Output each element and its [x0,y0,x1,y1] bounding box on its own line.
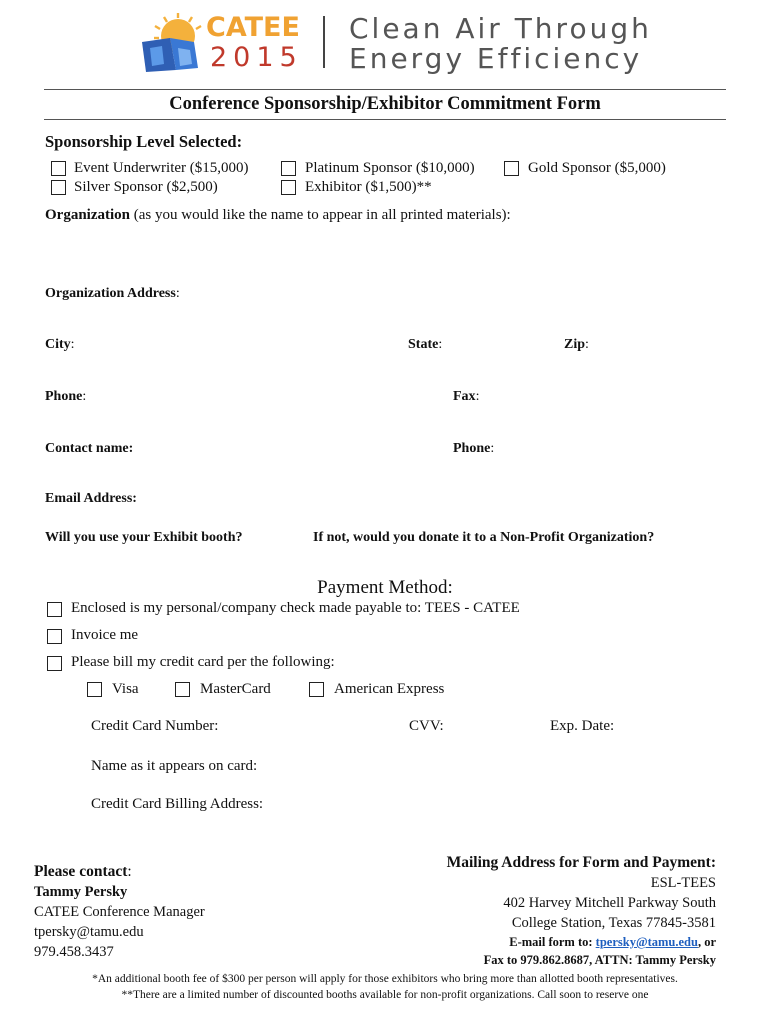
label-credit-card: Please bill my credit card per the following: [71,654,335,670]
label-invoice-me: Invoice me [71,627,139,643]
cvv-field[interactable]: CVV: [409,718,444,734]
checkbox-silver-sponsor[interactable] [51,180,66,195]
mailing-email-line [447,933,716,951]
checkbox-mastercard[interactable] [175,682,190,697]
billing-address-field[interactable]: Credit Card Billing Address: [91,796,264,812]
phone-field[interactable]: Phone: [45,389,87,404]
city-field[interactable]: City: [45,337,75,352]
checkbox-check-payment[interactable] [47,602,62,617]
form-title: Conference Sponsorship/Exhibitor Commitment Form [169,94,601,114]
label-check-payment: Enclosed is my personal/company check made payable to: TEES - CATEE [71,600,520,616]
contact-block [34,862,205,962]
mailing-email-suffix: , or [697,935,716,949]
fax-field[interactable]: Fax: [453,389,480,404]
catee-logo [136,12,311,74]
label-visa: Visa [112,681,139,697]
logo-word: CATEE [206,12,300,43]
checkbox-credit-card[interactable] [47,656,62,671]
contact-name: Tammy Persky [34,884,128,900]
state-label: State [408,337,439,352]
contact-phone-label: Phone [453,441,491,456]
contact-name-label: Contact name: [45,441,134,456]
label-event-underwriter: Event Underwriter ($15,000) [74,160,249,176]
city-label: City [45,337,71,352]
mailing-email-prefix: E-mail form to: [509,935,596,949]
mailing-line1: ESL-TEES [650,875,716,891]
checkbox-visa[interactable] [87,682,102,697]
zip-label: Zip [564,337,586,352]
mailing-email-link[interactable]: tpersky@tamu.edu [595,935,698,949]
mailing-line2: 402 Harvey Mitchell Parkway South [503,895,716,911]
logo-graphic [136,12,216,74]
footnote-2: **There are a limited number of discounted booths available for non-profit organizations. Call soon to reserve one [121,989,649,1001]
label-exhibitor: Exhibitor ($1,500)** [305,179,432,195]
payment-heading: Payment Method: [317,577,453,598]
organization-field[interactable] [45,207,511,224]
title-rule-bottom [44,119,726,120]
address-field[interactable]: Organization Address: [45,286,180,301]
sponsorship-heading: Sponsorship Level Selected: [45,132,243,151]
organization-label: Organization [45,207,130,223]
tagline-line1: Clean Air Through [349,12,652,45]
fax-label: Fax [453,389,476,404]
checkbox-exhibitor[interactable] [281,180,296,195]
label-silver-sponsor: Silver Sponsor ($2,500) [74,179,218,195]
mailing-line3: College Station, Texas 77845-3581 [511,915,716,931]
label-mastercard: MasterCard [200,681,271,697]
mailing-fax-line: Fax to 979.862.8687, ATTN: Tammy Persky [483,953,716,967]
checkbox-american-express[interactable] [309,682,324,697]
mailing-block [447,852,716,969]
name-on-card-field[interactable]: Name as it appears on card: [91,758,258,774]
label-platinum-sponsor: Platinum Sponsor ($10,000) [305,160,475,176]
contact-phone: 979.458.3437 [34,944,114,960]
checkbox-event-underwriter[interactable] [51,161,66,176]
title-rule-top [44,89,726,90]
email-label: Email Address: [45,491,137,506]
label-gold-sponsor: Gold Sponsor ($5,000) [528,160,666,176]
contact-title: CATEE Conference Manager [34,904,205,920]
header-divider [323,16,325,68]
zip-field[interactable]: Zip: [564,337,589,352]
mailing-heading: Mailing Address for Form and Payment: [446,854,716,871]
contact-email: tpersky@tamu.edu [34,924,144,940]
booth-question: Will you use your Exhibit booth? [45,530,243,545]
organization-note: (as you would like the name to appear in all printed materials): [130,207,511,223]
address-label: Organization Address [45,286,176,301]
contact-name-field[interactable] [45,441,133,457]
checkbox-platinum-sponsor[interactable] [281,161,296,176]
state-field[interactable]: State: [408,337,443,352]
email-field[interactable] [45,491,137,507]
footnote-1: *An additional booth fee of $300 per person will apply for those exhibitors who bring more than allotted booth representatives. [92,973,678,985]
checkbox-gold-sponsor[interactable] [504,161,519,176]
exp-date-field[interactable]: Exp. Date: [550,718,615,734]
contact-heading: Please contact [34,863,128,880]
checkbox-invoice-me[interactable] [47,629,62,644]
card-number-field[interactable]: Credit Card Number: [91,718,219,734]
label-american-express: American Express [334,681,445,697]
donate-question: If not, would you donate it to a Non-Profit Organization? [313,530,655,545]
contact-heading-line: Please contact: [34,863,132,880]
tagline-line2: Energy Efficiency [349,42,643,75]
logo-year: 2015 [210,42,303,73]
phone-label: Phone [45,389,83,404]
contact-phone-field[interactable]: Phone: [453,441,495,456]
